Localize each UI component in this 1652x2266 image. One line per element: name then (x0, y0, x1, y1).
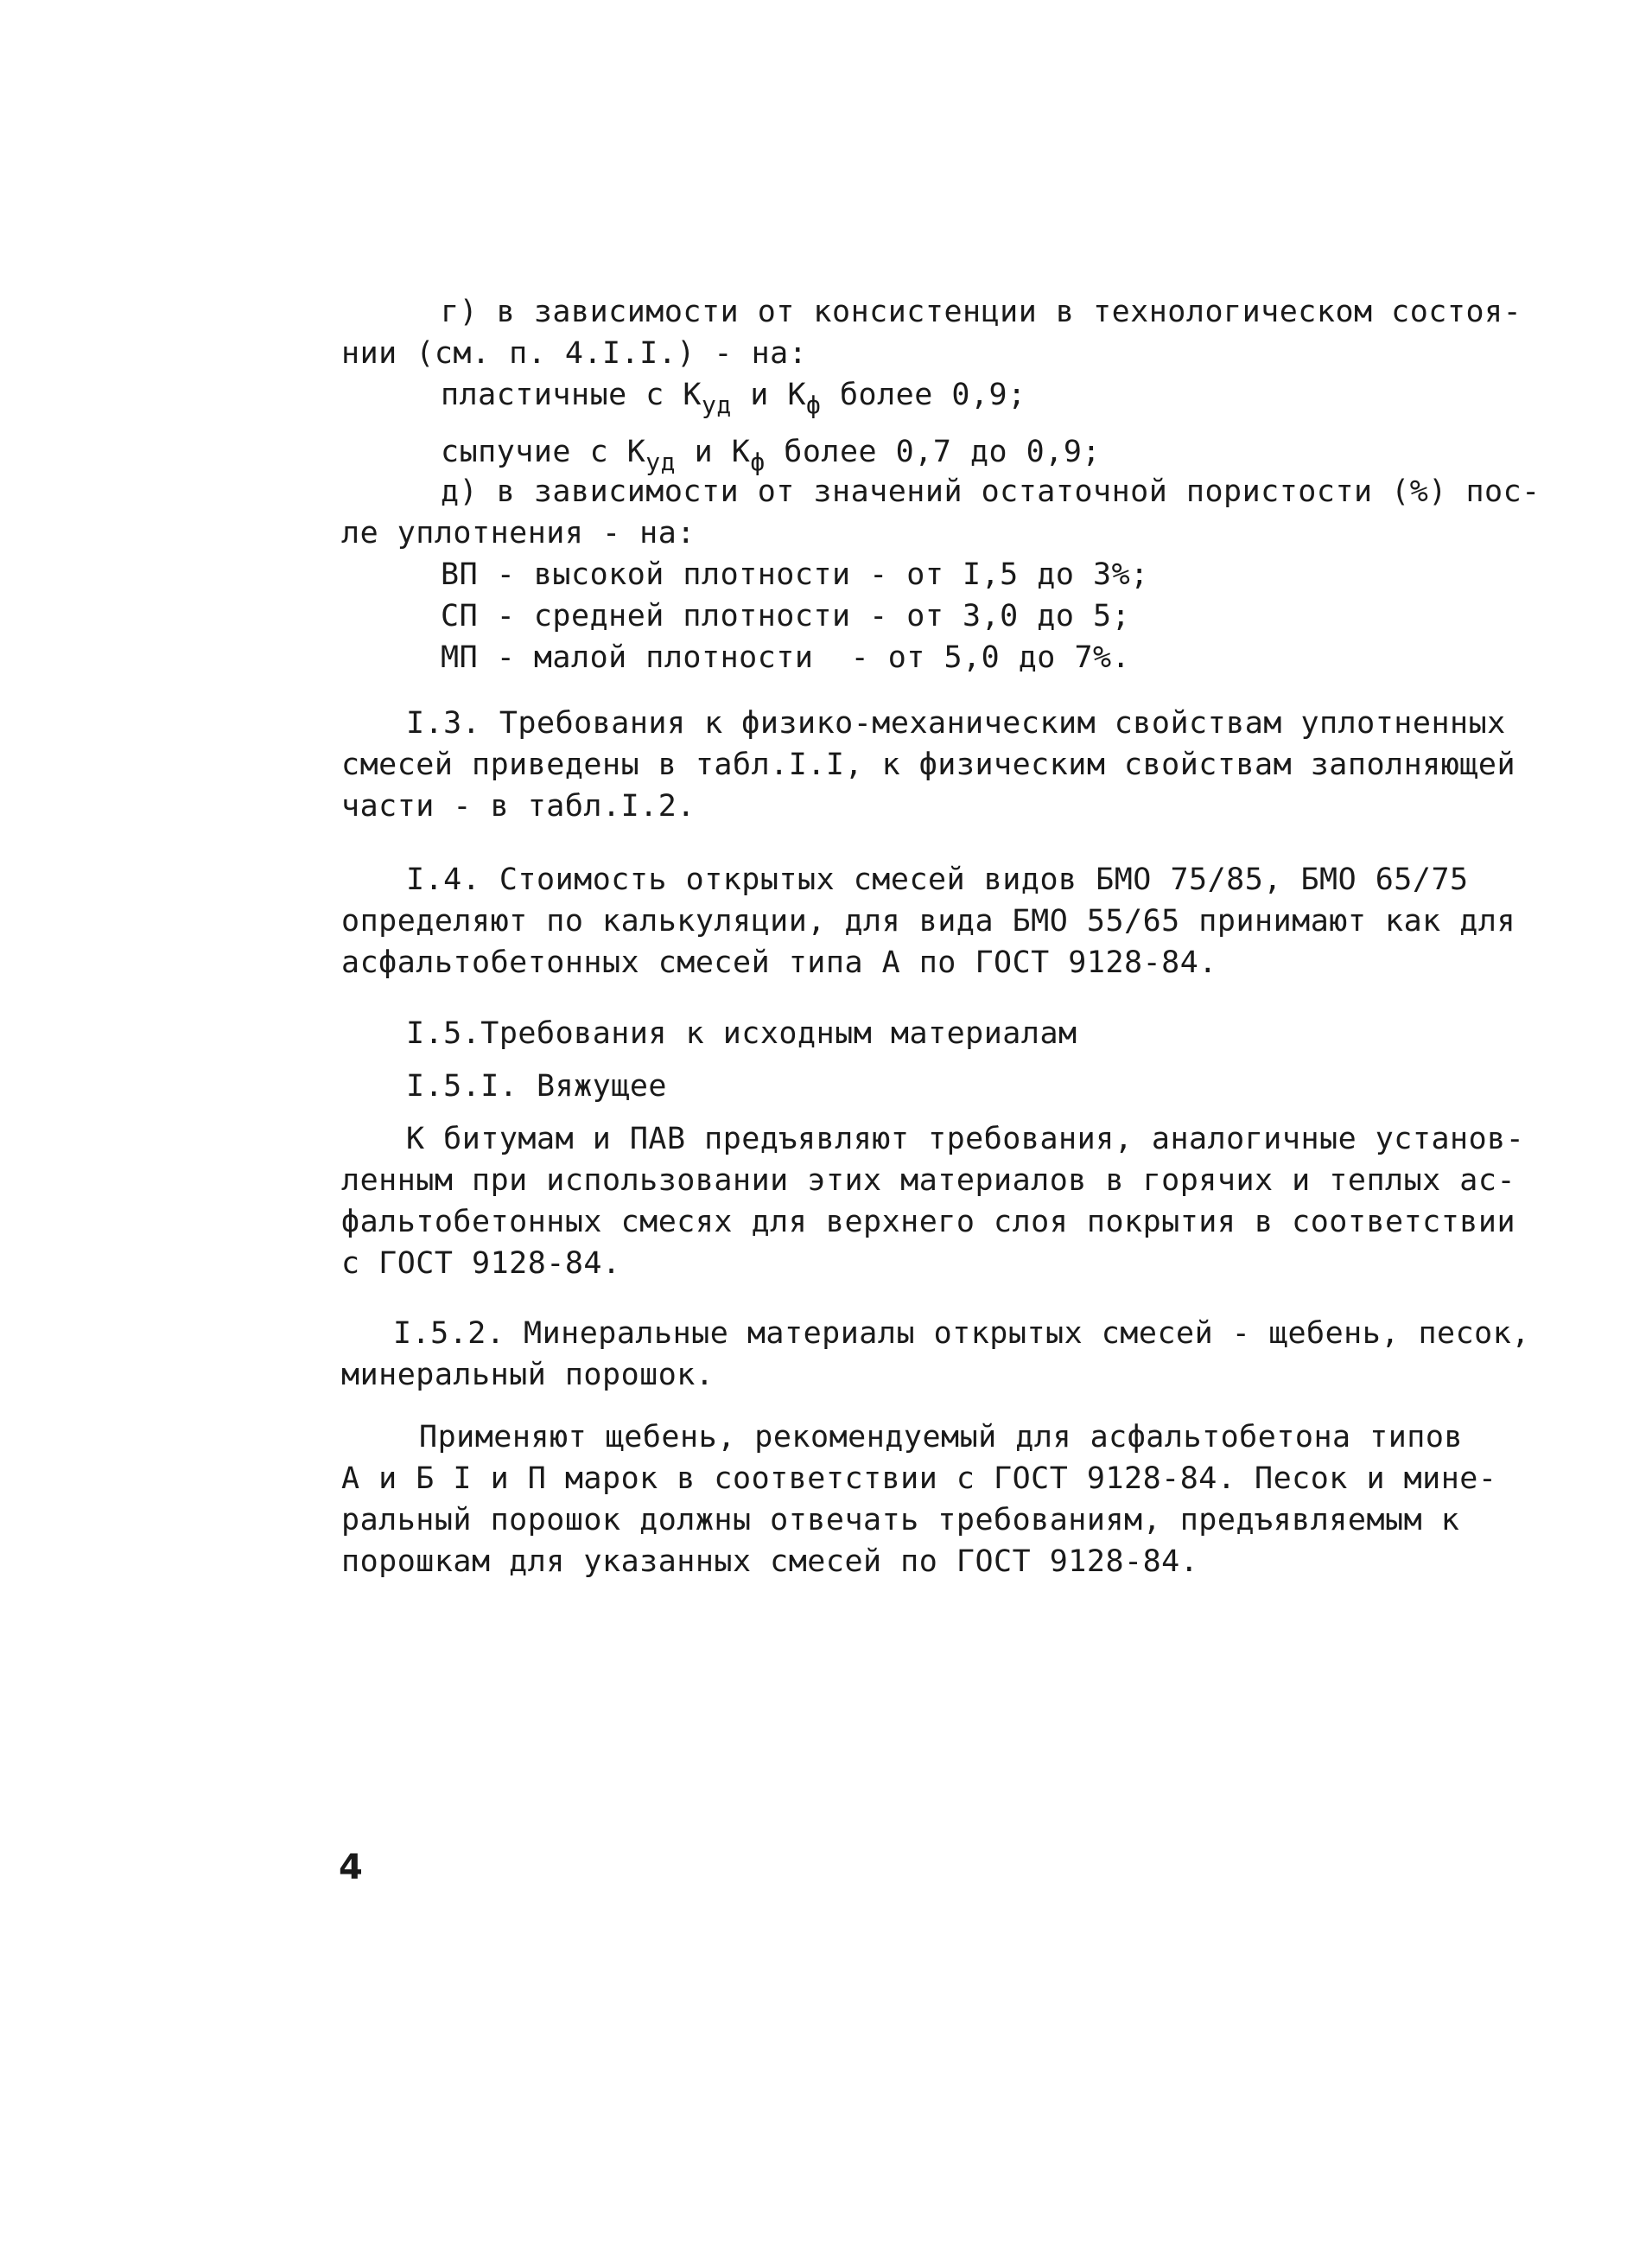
section-1-5-2-line-1: I.5.2. Минеральные материалы открытых смесей - щебень, песок, (393, 1316, 1530, 1351)
section-1-5-1-title: I.5.I. Вяжущее (406, 1069, 668, 1104)
section-1-3-line-2: смесей приведены в табл.I.I, к физическим свойствам заполняющей (341, 748, 1516, 782)
item-d-line-2: ле уплотнения - на: (341, 516, 696, 551)
section-1-5-2-para-line-1: Применяют щебень, рекомендуемый для асфальтобетона типов (419, 1420, 1464, 1454)
page-number: 4 (339, 1848, 363, 1887)
density-item-high: ВП - высокой плотности - от I,5 до 3%; (441, 557, 1149, 592)
section-1-5-2-para-line-3: ральный порошок должны отвечать требованиям, предъявляемым к (341, 1503, 1460, 1537)
section-1-5-1-line-4: с ГОСТ 9128-84. (341, 1246, 621, 1281)
section-1-5-1-line-1: К битумам и ПАВ предъявляют требования, аналогичные установ- (406, 1122, 1525, 1156)
section-1-5-2-line-2: минеральный порошок. (341, 1358, 715, 1392)
section-1-5-title: I.5.Требования к исходным материалам (406, 1016, 1077, 1051)
item-g-line-2: нии (см. п. 4.I.I.) - на: (341, 336, 808, 371)
item-g-plastic: пластичные с $К_{уд}$ и $К_ф$ более 0,9; (441, 378, 1026, 419)
section-1-3-line-3: части - в табл.I.2. (341, 789, 696, 824)
density-item-low: МП - малой плотности - от 5,0 до 7%. (441, 640, 1131, 675)
density-item-medium: СП - средней плотности - от 3,0 до 5; (441, 599, 1131, 633)
section-1-4-line-2: определяют по калькуляции, для вида БМО 55/65 принимают как для (341, 904, 1516, 939)
section-1-4-line-1: I.4. Стоимость открытых смесей видов БМО 75/85, БМО 65/75 (406, 862, 1469, 897)
section-1-5-1-line-2: ленным при использовании этих материалов в горячих и теплых ас- (341, 1163, 1516, 1198)
section-1-3-line-1: I.3. Требования к физико-механическим свойствам уплотненных (406, 706, 1506, 741)
section-1-5-2-para-line-2: А и Б I и П марок в соответствии с ГОСТ 9128-84. Песок и мине- (341, 1461, 1497, 1496)
section-1-4-line-3: асфальтобетонных смесей типа А по ГОСТ 9128-84. (341, 945, 1217, 980)
section-1-5-2-para-line-4: порошкам для указанных смесей по ГОСТ 9128-84. (341, 1544, 1199, 1579)
item-g-line-1: г) в зависимости от консистенции в технологическом состоя- (441, 295, 1522, 329)
item-d-line-1: д) в зависимости от значений остаточной пористости (%) пос- (441, 474, 1541, 509)
section-1-5-1-line-3: фальтобетонных смесях для верхнего слоя покрытия в соответствии (341, 1205, 1516, 1239)
item-g-loose: сыпучие с $К_{уд}$ и $К_ф$ более 0,7 до 0,9; (441, 435, 1101, 476)
